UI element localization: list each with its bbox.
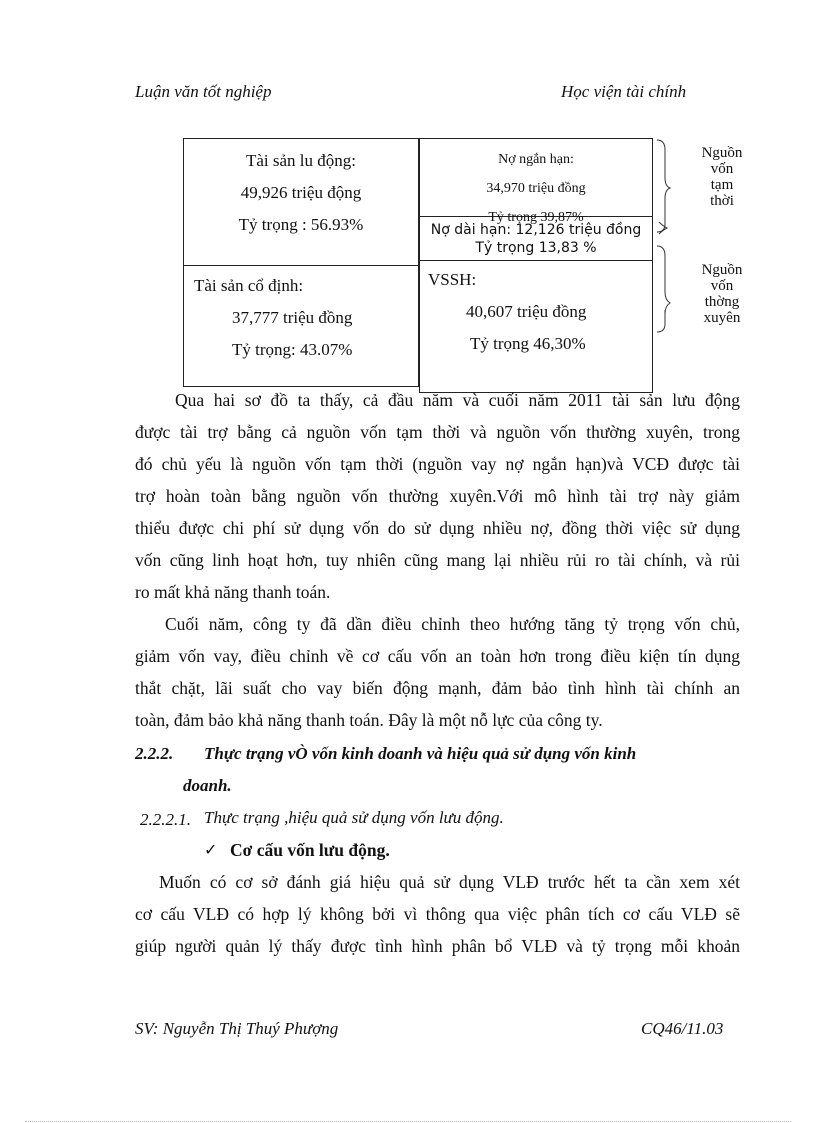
section-222-number: 2.2.2. <box>135 744 174 763</box>
temp-label-word-4: thời <box>710 193 734 209</box>
footer-right: CQ46/11.03 <box>641 1019 724 1038</box>
current-assets-ratio: Tỷ trọng : 56.93% <box>238 215 364 234</box>
section-2221-title: Thực trạng ,hiệu quả sử dụng vốn lưu động. <box>204 808 504 827</box>
equity-ratio: Tỷ trọng 46,30% <box>470 334 586 353</box>
perm-label-word-4: xuyên <box>703 310 741 326</box>
fixed-assets-block <box>194 270 416 366</box>
current-assets-block <box>186 145 416 241</box>
long-term-debt-block <box>420 221 652 257</box>
footer-left: SV: Nguyễn Thị Thuý Phượng <box>135 1019 339 1038</box>
current-assets-title: Tài sản lu động: <box>245 151 356 170</box>
fixed-assets-amount: 37,777 triệu đồng <box>232 308 353 327</box>
paragraph-2 <box>135 608 740 736</box>
current-assets-amount: 49,926 triệu động <box>240 183 362 202</box>
temp-label-word-3: tạm <box>710 177 734 193</box>
perm-capital-brace <box>657 246 670 316</box>
assets-divider <box>183 265 419 266</box>
fixed-assets-ratio: Tỷ trọng: 43.07% <box>232 340 353 359</box>
equity-block <box>428 264 650 360</box>
paragraph-1 <box>135 384 740 608</box>
p1-line: vốn cũng linh hoạt hơn, tuy nhiên cũng mang lại nhiều rủi ro tài chính, và rủi <box>135 550 740 570</box>
p3-line: giúp người quản lý thấy được tình hình phân bổ VLĐ và tỷ trọng mỗi khoản <box>135 936 740 956</box>
brace-shapes <box>654 138 672 318</box>
p3-line: Muốn có cơ sở đánh giá hiệu quả sử dụng VLĐ trước hết ta cần xem xét <box>159 872 740 892</box>
temp-label-word-2: vốn <box>710 161 734 177</box>
long-term-debt-line2: Tỷ trọng 13,83 % <box>475 240 597 256</box>
section-222-title-line1: Thực trạng vÒ vốn kinh doanh và hiệu quả sử dụng vốn kinh <box>204 744 637 763</box>
p1-line: đó chủ yếu là nguồn vốn tạm thời (nguồn vay nợ ngắn hạn)và VCĐ được tài <box>135 454 740 474</box>
bullet-text: Cơ cấu vốn lưu động. <box>230 840 390 860</box>
liabilities-divider-2 <box>419 260 653 261</box>
temp-label-word-1: Nguồn <box>701 145 743 161</box>
perm-label-word-2: vốn <box>710 278 734 294</box>
fixed-assets-title: Tài sản cổ định: <box>194 276 304 295</box>
p1-line: ro mất khả năng thanh toán. <box>135 582 331 602</box>
p2-line: Cuối năm, công ty đã dần điều chỉnh theo hướng tăng tỷ trọng vốn chủ, <box>165 614 740 634</box>
equity-amount: 40,607 triệu đồng <box>466 302 587 321</box>
paragraph-3 <box>135 866 740 962</box>
page-bottom-divider <box>25 1121 791 1122</box>
p1-line: được tài trợ bằng cả nguồn vốn tạm thời và nguồn vốn thường xuyên, trong <box>135 422 740 442</box>
p1-line: trợ hoàn toàn bằng nguồn vốn thường xuyên.Với mô hình tài trợ này giảm <box>135 486 740 506</box>
p2-line: toàn, đảm bảo khả năng thanh toán. Đây là một nỗ lực của công ty. <box>135 710 603 730</box>
section-2221-number: 2.2.2.1. <box>140 810 191 829</box>
perm-capital-label <box>690 262 754 326</box>
section-222-title-line2: doanh. <box>183 776 232 795</box>
temp-capital-brace <box>657 140 670 232</box>
p1-line: thiểu được chi phí sử dụng vốn do sử dụng nhiều nợ, đồng thời việc sử dụng <box>135 518 740 538</box>
mid-brace <box>659 222 667 234</box>
p1-line: Qua hai sơ đồ ta thấy, cả đầu năm và cuối năm 2011 tài sản lưu động <box>175 390 740 410</box>
long-term-debt-line1: Nợ dài hạn: 12,126 triệu đồng <box>430 222 642 238</box>
equity-title: VSSH: <box>428 270 477 289</box>
header-right: Học viện tài chính <box>561 82 687 101</box>
short-term-debt-amount: 34,970 triệu đồng <box>486 181 586 196</box>
perm-label-word-3: thờng <box>704 294 740 310</box>
short-term-debt-block <box>420 145 652 225</box>
perm-label-word-1: Nguồn <box>701 262 743 278</box>
checkmark-icon: ✓ <box>204 840 218 859</box>
short-term-debt-ratio: Tỷ trọng 39,87% <box>488 210 584 225</box>
short-term-debt-title: Nợ ngắn hạn: <box>498 152 574 167</box>
temp-capital-label <box>690 145 754 209</box>
perm-capital-brace-end <box>657 310 665 332</box>
p2-line: thắt chặt, lãi suất cho vay biến động mạnh, đảm bảo tình hình tài chính an <box>135 678 740 698</box>
p2-line: giảm vốn vay, điều chỉnh về cơ cấu vốn an toàn hơn trong điều kiện tín dụng <box>135 646 740 666</box>
brace-shapes-bottom <box>654 310 672 390</box>
header-left: Luận văn tốt nghiệp <box>135 82 272 101</box>
p3-line: cơ cấu VLĐ có hợp lý không bởi vì thông qua việc phân tích cơ cấu VLĐ sẽ <box>135 904 740 924</box>
